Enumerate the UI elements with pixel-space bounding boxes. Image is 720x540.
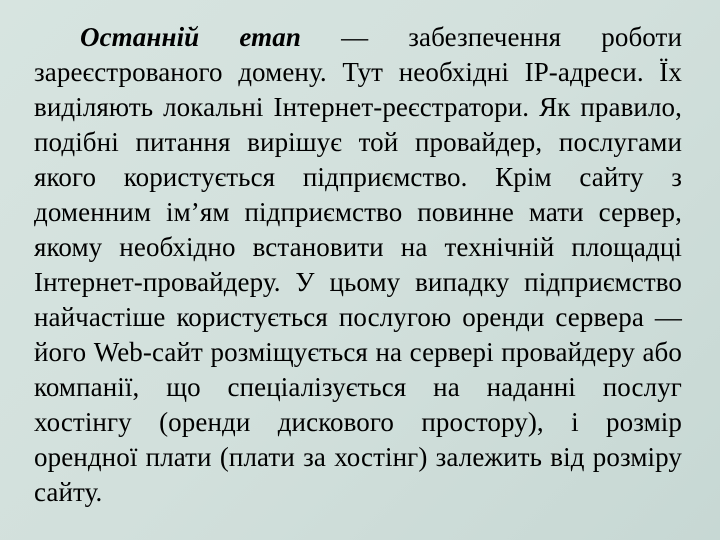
body-paragraph bbox=[34, 20, 682, 510]
lead-term: Останній етап bbox=[80, 22, 301, 52]
body-text: — забезпечення роботи зареєстрованого домену. Тут необхідні IP-адреси. Їх виділяють локальні Інтернет-реєстратори. Як правило, подібні питання вирішує той провайдер, послугами якого користується підприємство. Крім сайту з доменним ім’ям підприємство повинне мати сервер, якому необхідно встановити на технічній площадці Інтернет-провайдеру. У цьому випадку підприємство найчастіше користується послугою оренди сервера — його Web-сайт розміщується на сервері провайдеру або компанії, що спеціалізується на наданні послуг хостінгу (оренди дискового простору), і розмір орендної плати (плати за хостінг) залежить від розміру сайту. bbox=[34, 22, 682, 507]
